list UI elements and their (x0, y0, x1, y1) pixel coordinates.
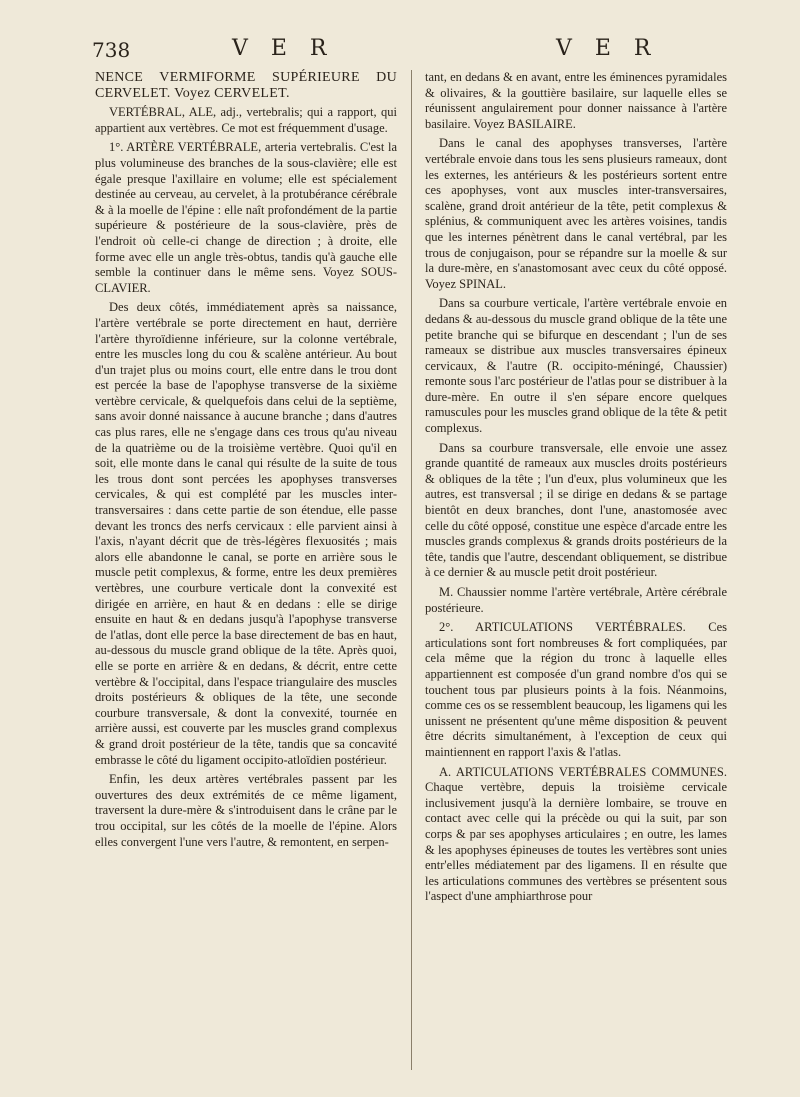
entry-vertebral: VERTÉBRAL, ALE, adj., vertebralis; qui a rapport, qui appartient aux vertèbres. Ce mot est fréquemment d'usage. (95, 105, 397, 135)
paragraph-vertical-curve: Dans sa courbure verticale, l'artère vertébrale envoie en dedans & au-dessous du muscle grand oblique de la tête une petite branche qui se bifurque en descendant ; l'un de ses rameaux se distribue aux muscles transversaires épineux cervicaux, & l'autre (R. occipito-méningé, Chaussier) remonte sous l'arc postérieur de l'atlas pour se distribuer à la dure-mère. En outre il s'en sépare encore quelques ramuscules pour les muscles grand oblique de la tête & petit complexus. (425, 296, 727, 436)
entry-continuation: NENCE VERMIFORME SUPÉRIEURE DU CERVELET. Voyez CERVELET. (95, 70, 397, 101)
entry-arteria-vertebralis: 1°. ARTÈRE VERTÉBRALE, arteria vertebralis. C'est la plus volumineuse des branches de la sous-clavière; elle est égale presque l'axillaire en volume; elle est spécialement destinée au cerveau, au cervelet, à la protubérance cérébrale & à la moelle de l'épine : elle naît profondément de la partie supérieure & postérieure de la sous-clavière, près de l'endroit où celle-ci change de direction ; à droite, elle forme avec elle un angle très-obtus, tandis qu'à gauche elle semble la continuer dans le même sens. Voyez SOUS-CLAVIER. (95, 140, 397, 295)
page-number: 738 (92, 38, 131, 62)
entry-articulations-communes: A. ARTICULATIONS VERTÉBRALES COMMUNES. Chaque vertèbre, depuis la troisième cervicale inclusivement jusqu'à la dernière lombaire, se trouve en contact avec celle qui la précède ou qui la suit, par son corps & par ses apophyses articulaires ; en outre, les lames & les apophyses épineuses de toutes les vertèbres sont unies entr'elles médiatement par des ligamens. Il en résulte que les articulations communes des vertèbres se présentent sous l'aspect d'une amphiarthrose pour (425, 764, 727, 904)
paragraph-chaussier: M. Chaussier nomme l'artère vertébrale, Artère cérébrale postérieure. (425, 585, 727, 615)
paragraph-course: Des deux côtés, immédiatement après sa naissance, l'artère vertébrale se porte directement en haut, derrière l'artère thyroïdienne inférieure, sur la colonne vertébrale, entre les muscles long du cou & scalène antérieur. Au bout d'un trajet plus ou moins court, elle entre dans le trou dont est percée la base de l'apophyse transverse de la sixième vertèbre cervicale, & quelquefois dans celui de la septième, sans avoir donné naissance à aucune branche ; dans d'autres cas plus rares, elle ne s'engage dans ces trous qu'au niveau de la quatrième ou de la troisième vertèbre. Quoi qu'il en soit, elle monte dans le canal qui résulte de la suite de tous les trous dont sont percées les apophyses transverses cervicales, & qui est complété par les muscles inter-transversaires : dans cette partie de son étendue, elle passe devant les troncs des nerfs cervicaux : elle parvient ainsi à l'axis, n'ayant décrit que de très-légères flexuosités ; mais alors elle abandonne le canal, se porte en arrière sous le muscle petit complexus, & forme, entre les deux premières vertèbres, une courbure verticale dont la convexité est dirigée en arrière, en haut & en dedans : elle se dirige ensuite en haut & en dedans jusqu'à l'apophyse transverse de l'atlas, dont elle perce la base directement de bas en haut, au-dessous du muscle grand oblique de la tête. Après quoi, elle se porte en arrière & en dedans, & décrit, entre cette vertèbre & l'occipital, dans l'espace triangulaire des muscles droits postérieurs & obliques de la tête, une seconde courbure transversale, & dont la convexité, tournée en arrière aussi, est couverte par les muscles grand complexus & grand droit postérieur de la tête, tandis que sa concavité embrasse le côté du ligament occipito-atloïdien postérieur. (95, 300, 397, 767)
running-head-right: V E R (556, 36, 659, 61)
column-divider (411, 70, 412, 1070)
paragraph-transverse-curve: Dans sa courbure transversale, elle envoie une assez grande quantité de rameaux aux muscles droits postérieurs & obliques de la tête ; l'un d'eux, plus volumineux que les autres, est transversal ; il se dirige en dedans & se partage bientôt en deux branches, dont l'une, anastomosée avec celle du côté opposé, constitue une espèce d'arcade entre les muscles grands complexus & grands droits postérieurs de la tête, tandis que l'autre, descendant obliquement, se distribue à ce dernier & au muscle petit droit postérieur. (425, 440, 727, 580)
running-head-left: V E R (232, 36, 335, 61)
paragraph-transverse-canal: Dans le canal des apophyses transverses, l'artère vertébrale envoie dans tous les sens plusieurs rameaux, dont les externes, les antérieurs & les postérieurs sortent entre ces apophyses, vont aux muscles inter-transversaires, scalène, grand droit antérieur de la tête, petit complexus & splénius, & communiquent avec les artères voisines, tandis que les internes pénètrent dans le canal vertébral, par les trous de conjugaison, pour se répandre sur la moelle & sur la dure-mère, en s'anastomosant avec ceux du côté opposé. Voyez SPINAL. (425, 136, 727, 291)
paragraph-cranial-entry: Enfin, les deux artères vertébrales passent par les ouvertures des deux extrémités de ce même ligament, traversent la dure-mère & s'introduisent dans le crâne par le trou occipital, sur les côtés de la moelle de l'épine. Alors elles convergent l'une vers l'autre, & remontent, en serpen- (95, 772, 397, 849)
entry-articulations: 2°. ARTICULATIONS VERTÉBRALES. Ces articulations sont fort nombreuses & fort compliquées, par cela même que la région du tronc à laquelle elles appartiennent est composée d'un grand nombre d'os qui se touchent tous par plusieurs points à la fois. Néanmoins, comme ces os se ressemblent beaucoup, les ligamens qui les unissent ne présentent qu'une même disposition & peuvent être décrits simultanément, à l'exception de ceux qui maintiennent en rapport l'axis & l'atlas. (425, 620, 728, 759)
paragraph-continuation: tant, en dedans & en avant, entre les éminences pyramidales & olivaires, & la gouttière basilaire, sur laquelle elles se réunissent angulairement pour donner naissance à l'artère basilaire. Voyez BASILAIRE. (425, 70, 727, 131)
right-column (425, 70, 727, 909)
left-column (95, 70, 397, 854)
page-header (0, 34, 800, 68)
